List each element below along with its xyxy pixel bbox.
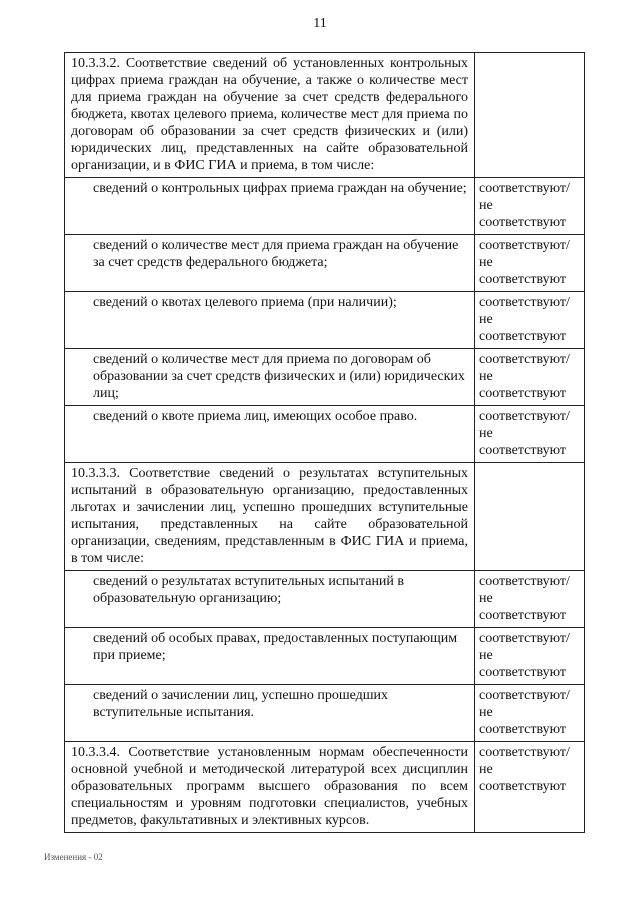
status-line: соответствуют/ xyxy=(479,574,570,589)
status-line: не xyxy=(479,705,493,720)
status-line: соответствуют xyxy=(479,665,567,680)
status-line: не xyxy=(479,255,493,270)
status-line: не xyxy=(479,426,493,441)
status-line: не xyxy=(479,648,493,663)
sub-criterion-row xyxy=(65,685,585,742)
status-line: соответствуют/ xyxy=(479,295,570,310)
status-line: соответствуют/ xyxy=(479,409,570,424)
criterion-text: 10.3.3.4. Соответствие установленным нормам обеспеченности основной учебной и методической литературой всех дисциплин образовательных программ высшего образования по всем специальностям и уровням подготовки специалистов, учебных предметов, факультативных и элективных курсов. xyxy=(65,742,475,833)
criterion-row xyxy=(65,742,585,833)
status-cell xyxy=(475,178,585,235)
status-line xyxy=(479,499,578,516)
status-line: соответствуют/ xyxy=(479,238,570,253)
status-line: не xyxy=(479,369,493,384)
criterion-row xyxy=(65,463,585,571)
criterion-text: сведений о контрольных цифрах приема граждан на обучение; xyxy=(65,178,475,235)
sub-criterion-row xyxy=(65,571,585,628)
status-line: не xyxy=(479,198,493,213)
criteria-table-body xyxy=(65,53,585,833)
criteria-table xyxy=(64,52,585,833)
status-line: не xyxy=(479,591,493,606)
status-line: соответствуют xyxy=(479,386,567,401)
status-line xyxy=(479,465,578,482)
sub-criterion-row xyxy=(65,178,585,235)
page-number: 11 xyxy=(313,16,327,31)
status-cell xyxy=(475,463,585,571)
criterion-text: сведений о результатах вступительных испытаний в образовательную организацию; xyxy=(65,571,475,628)
status-cell xyxy=(475,292,585,349)
status-line: соответствуют/ xyxy=(479,688,570,703)
criterion-text: сведений о количестве мест для приема граждан на обучение за счет средств федерального бюджета; xyxy=(65,235,475,292)
sub-criterion-row xyxy=(65,406,585,463)
criterion-text: 10.3.3.2. Соответствие сведений об установленных контрольных цифрах приема граждан на обучение, а также о количестве мест для приема граждан на обучение за счет средств федерального бюджета, квотах целевого приема, количестве мест для приема по договорам об образовании за счет средств физических и (или) юридических лиц, представленных на сайте образовательной организации, и в ФИС ГИА и приема, в том числе: xyxy=(65,53,475,178)
sub-criterion-row xyxy=(65,349,585,406)
status-cell xyxy=(475,628,585,685)
status-cell xyxy=(475,742,585,833)
status-line: соответствуют xyxy=(479,722,567,737)
status-line: не xyxy=(479,762,493,777)
footer-note: Изменения - 02 xyxy=(44,852,103,862)
criterion-text: сведений о квотах целевого приема (при наличии); xyxy=(65,292,475,349)
criterion-text: 10.3.3.3. Соответствие сведений о результатах вступительных испытаний в образовательную организацию, предоставленных льготах и зачислении лиц, успешно прошедших вступительные испытания, представленных на сайте образовательной организации, сведениям, представленным в ФИС ГИА и приема, в том числе: xyxy=(65,463,475,571)
status-line: соответствуют xyxy=(479,329,567,344)
status-line: соответствуют xyxy=(479,443,567,458)
criterion-text: сведений о квоте приема лиц, имеющих особое право. xyxy=(65,406,475,463)
criterion-text: сведений о зачислении лиц, успешно прошедших вступительные испытания. xyxy=(65,685,475,742)
status-line: соответствуют xyxy=(479,272,567,287)
status-line xyxy=(479,482,578,499)
status-line xyxy=(479,55,578,72)
criterion-text: сведений об особых правах, предоставленных поступающим при приеме; xyxy=(65,628,475,685)
status-line: соответствуют/ xyxy=(479,745,570,760)
status-cell xyxy=(475,349,585,406)
status-line: соответствуют/ xyxy=(479,181,570,196)
status-line xyxy=(479,89,578,106)
status-line: соответствуют/ xyxy=(479,352,570,367)
status-cell xyxy=(475,685,585,742)
status-line xyxy=(479,72,578,89)
status-line: соответствуют xyxy=(479,608,567,623)
status-cell xyxy=(475,406,585,463)
sub-criterion-row xyxy=(65,628,585,685)
status-line: не xyxy=(479,312,493,327)
criterion-row xyxy=(65,53,585,178)
status-cell xyxy=(475,235,585,292)
status-line: соответствуют/ xyxy=(479,631,570,646)
sub-criterion-row xyxy=(65,292,585,349)
status-cell xyxy=(475,53,585,178)
status-line: соответствуют xyxy=(479,779,567,794)
sub-criterion-row xyxy=(65,235,585,292)
status-line: соответствуют xyxy=(479,215,567,230)
criterion-text: сведений о количестве мест для приема по договорам об образовании за счет средств физических и (или) юридических лиц; xyxy=(65,349,475,406)
status-cell xyxy=(475,571,585,628)
